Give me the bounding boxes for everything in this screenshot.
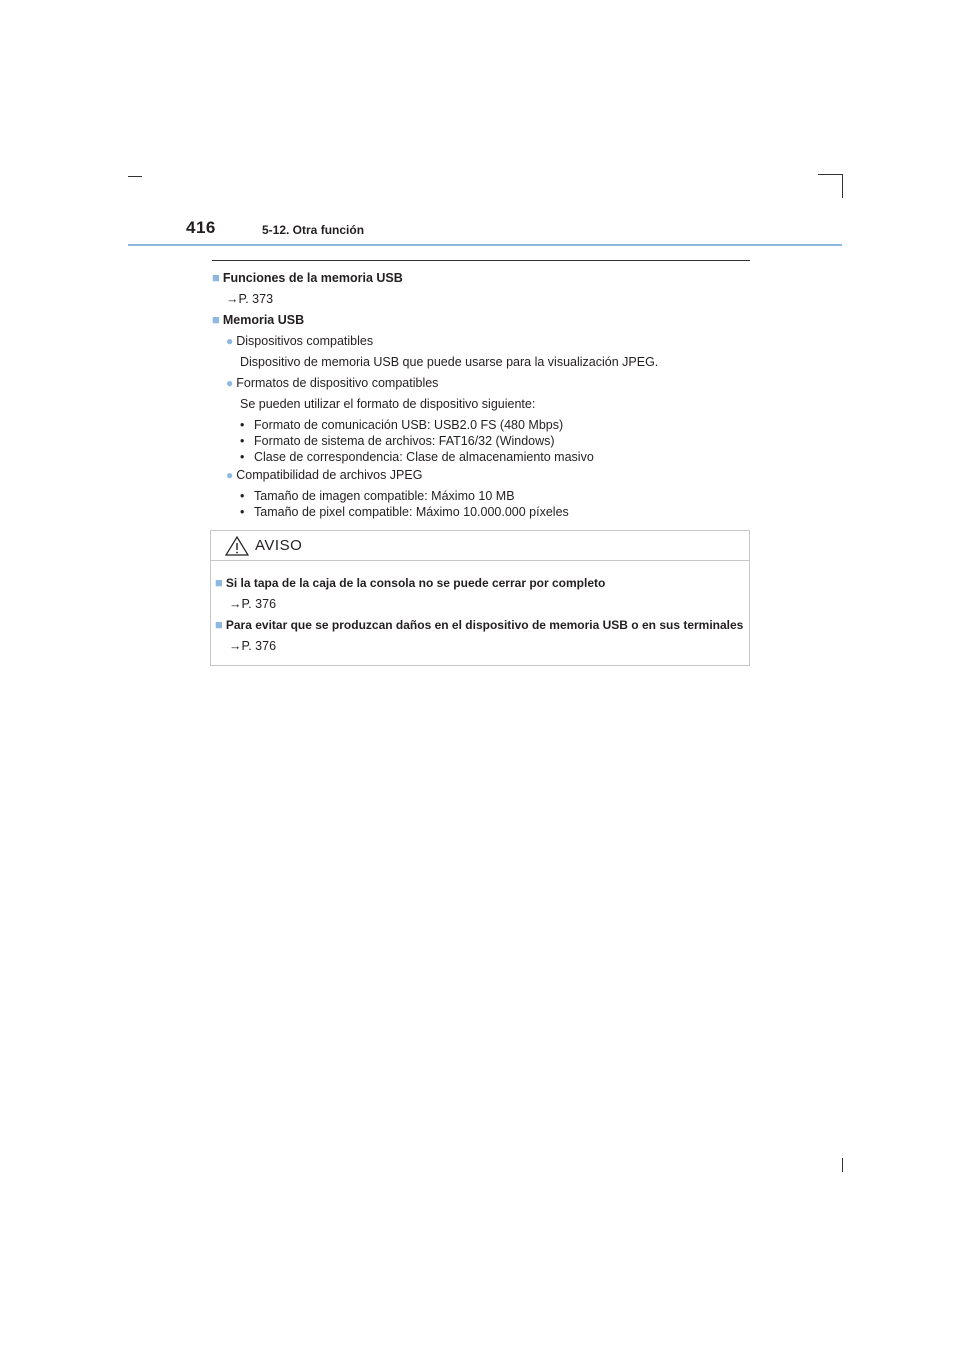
list-item-formatos-2: • Formato de sistema de archivos: FAT16/32 (Windows)	[240, 434, 555, 448]
warning-item-1-ref[interactable]: →P. 376	[229, 597, 277, 611]
list-item-compat-1: • Tamaño de imagen compatible: Máximo 10 MB	[240, 489, 515, 503]
circle-bullet-icon: ●	[226, 376, 234, 390]
warning-item-1-title: ■ Si la tapa de la caja de la consola no se puede cerrar por completo	[215, 575, 606, 590]
page-number: 416	[186, 218, 216, 237]
crop-mark-bottom-right	[842, 1158, 843, 1172]
list-item-formatos-3: • Clase de correspondencia: Clase de almacenamiento masivo	[240, 450, 594, 464]
subheading-compat: ● Compatibilidad de archivos JPEG	[226, 468, 423, 482]
list-item-formatos-1: • Formato de comunicación USB: USB2.0 FS (480 Mbps)	[240, 418, 564, 432]
warning-triangle-icon	[225, 536, 249, 556]
warning-item-2-ref[interactable]: →P. 376	[229, 639, 277, 653]
subheading-dispositivos: ● Dispositivos compatibles	[226, 334, 374, 348]
text-dispositivos: Dispositivo de memoria USB que puede usarse para la visualización JPEG.	[240, 355, 659, 369]
warning-box	[210, 530, 750, 666]
square-bullet-icon: ■	[215, 575, 223, 590]
warning-header	[211, 531, 749, 561]
subheading-formatos: ● Formatos de dispositivo compatibles	[226, 376, 439, 390]
heading-memoria: ■ Memoria USB	[212, 312, 305, 327]
circle-bullet-icon: ●	[226, 334, 234, 348]
section-title: 5-12. Otra función	[262, 223, 365, 237]
square-bullet-icon: ■	[215, 617, 223, 632]
ref-link-funciones[interactable]: →P. 373	[226, 292, 274, 306]
content-divider	[212, 260, 750, 261]
list-item-compat-2: • Tamaño de pixel compatible: Máximo 10.000.000 píxeles	[240, 505, 569, 519]
warning-item-2-title: ■ Para evitar que se produzcan daños en el dispositivo de memoria USB o en sus terminales	[215, 617, 744, 632]
header-divider	[128, 244, 842, 246]
heading-funciones: ■ Funciones de la memoria USB	[212, 270, 403, 285]
crop-mark-top-right-v	[842, 174, 843, 198]
crop-mark-top-right-h	[818, 174, 842, 175]
circle-bullet-icon: ●	[226, 468, 234, 482]
text-formatos: Se pueden utilizar el formato de dispositivo siguiente:	[240, 397, 536, 411]
square-bullet-icon: ■	[212, 312, 220, 327]
square-bullet-icon: ■	[212, 270, 220, 285]
warning-label: AVISO	[255, 537, 303, 554]
crop-mark-top-left	[128, 176, 142, 177]
